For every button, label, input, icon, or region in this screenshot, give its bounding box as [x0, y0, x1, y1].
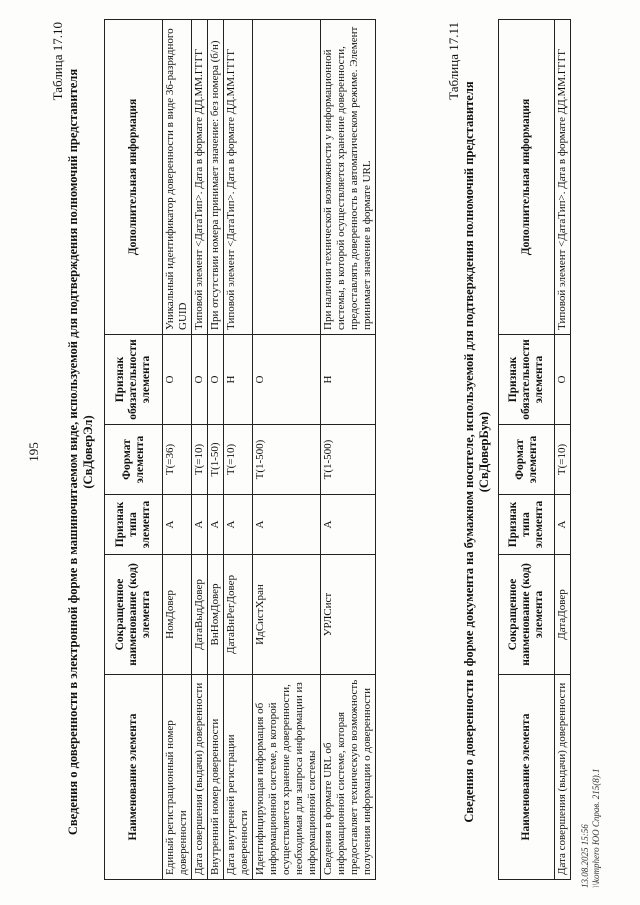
cell-format: Т(1-500) [321, 425, 376, 495]
header-format: Формат элемента [105, 425, 163, 495]
table-row [555, 20, 571, 880]
cell-info: Типовой элемент <ДатаТип>. Дата в формате ДД.ММ.ГГГГ [192, 20, 208, 335]
cell-name: Идентифицирующая информация об информационной системе, в которой осуществляется хранение доверенности, необходимая для запроса информации из информационной системы [253, 675, 321, 880]
cell-type: А [208, 495, 224, 555]
print-footer [580, 588, 602, 888]
cell-name: Единый регистрационный номер доверенности [163, 675, 192, 880]
header-required: Признак обязательности элемента [499, 335, 555, 425]
cell-name: Внутренний номер доверенности [208, 675, 224, 880]
cell-code: УРЛСист [321, 555, 376, 675]
cell-name: Сведения в формате URL об информационной системе, которая предоставляет техническую возможность получения информации о доверенности [321, 675, 376, 880]
table-row [224, 20, 253, 880]
cell-name: Дата совершения (выдачи) доверенности [192, 675, 208, 880]
table-row [192, 20, 208, 880]
cell-code: ДатаДовер [555, 555, 571, 675]
cell-code: ИдСистХран [253, 555, 321, 675]
header-name: Наименование элемента [105, 675, 163, 880]
table2-caption [462, 22, 492, 882]
rotated-page-content [20, 12, 620, 892]
print-timestamp: 13.08.2025 15:56 [580, 824, 590, 888]
cell-info: Уникальный идентификатор доверенности в виде 36-разрядного GUID [163, 20, 192, 335]
cell-required: О [163, 335, 192, 425]
cell-info: При наличии технической возможности у информационной системы, в которой осуществляется хранение доверенности, предоставлять доверенность в автоматическом режиме. Элемент принимает значение в формате URL [321, 20, 376, 335]
cell-code: ВнНомДовер [208, 555, 224, 675]
cell-info: Типовой элемент <ДатаТип>. Дата в формате ДД.ММ.ГГГГ [555, 20, 571, 335]
print-path: \\komphero ЮО Справ. 215(8).1 [591, 768, 601, 888]
header-type: Признак типа элемента [105, 495, 163, 555]
header-code: Сокращенное наименование (код) элемента [105, 555, 163, 675]
table1-header-row [105, 20, 163, 880]
cell-format: Т(=10) [555, 425, 571, 495]
table-row [163, 20, 192, 880]
table1-caption [66, 22, 96, 882]
page-number: 195 [26, 442, 41, 462]
cell-format: Т(=10) [192, 425, 208, 495]
header-type: Признак типа элемента [499, 495, 555, 555]
cell-required: Н [224, 335, 253, 425]
cell-name: Дата внутренней регистрации доверенности [224, 675, 253, 880]
cell-format: Т(1-50) [208, 425, 224, 495]
cell-type: А [163, 495, 192, 555]
table-row [253, 20, 321, 880]
header-required: Признак обязательности элемента [105, 335, 163, 425]
cell-type: А [224, 495, 253, 555]
cell-type: А [192, 495, 208, 555]
table1 [104, 19, 376, 880]
header-name: Наименование элемента [499, 675, 555, 880]
header-format: Формат элемента [499, 425, 555, 495]
cell-name: Дата совершения (выдачи) доверенности [555, 675, 571, 880]
cell-required: Н [321, 335, 376, 425]
cell-required: О [208, 335, 224, 425]
cell-format: Т(1-500) [253, 425, 321, 495]
cell-type: А [321, 495, 376, 555]
table1-number: Таблица 17.10 [50, 22, 65, 101]
table1-caption-line2: (СвДоверЭл) [81, 415, 95, 489]
header-info: Дополнительная информация [499, 20, 555, 335]
table-row [321, 20, 376, 880]
cell-code: ДатаВнРегДовер [224, 555, 253, 675]
cell-type: А [253, 495, 321, 555]
cell-type: А [555, 495, 571, 555]
cell-info [253, 20, 321, 335]
table-row [208, 20, 224, 880]
table2-caption-line1: Сведения о доверенности в форме документа на бумажном носителе, используемой для подтверждения полномочий представителя [462, 81, 476, 823]
table2-header-row [499, 20, 555, 880]
cell-format: Т(=36) [163, 425, 192, 495]
cell-info: Типовой элемент <ДатаТип>. Дата в формате ДД.ММ.ГГГГ [224, 20, 253, 335]
table2-number: Таблица 17.11 [446, 22, 461, 100]
cell-code: ДатаВыдДовер [192, 555, 208, 675]
cell-info: При отсутствии номера принимает значение: без номера (б/н) [208, 20, 224, 335]
cell-required: О [555, 335, 571, 425]
cell-format: Т(=10) [224, 425, 253, 495]
header-code: Сокращенное наименование (код) элемента [499, 555, 555, 675]
table2 [498, 19, 571, 880]
cell-required: О [253, 335, 321, 425]
table2-caption-line2: (СвДоверБум) [477, 411, 491, 493]
cell-required: О [192, 335, 208, 425]
header-info: Дополнительная информация [105, 20, 163, 335]
cell-code: НомДовер [163, 555, 192, 675]
table1-caption-line1: Сведения о доверенности в электронной форме в машиночитаемом виде, используемой для подтверждения полномочий представителя [66, 68, 80, 836]
